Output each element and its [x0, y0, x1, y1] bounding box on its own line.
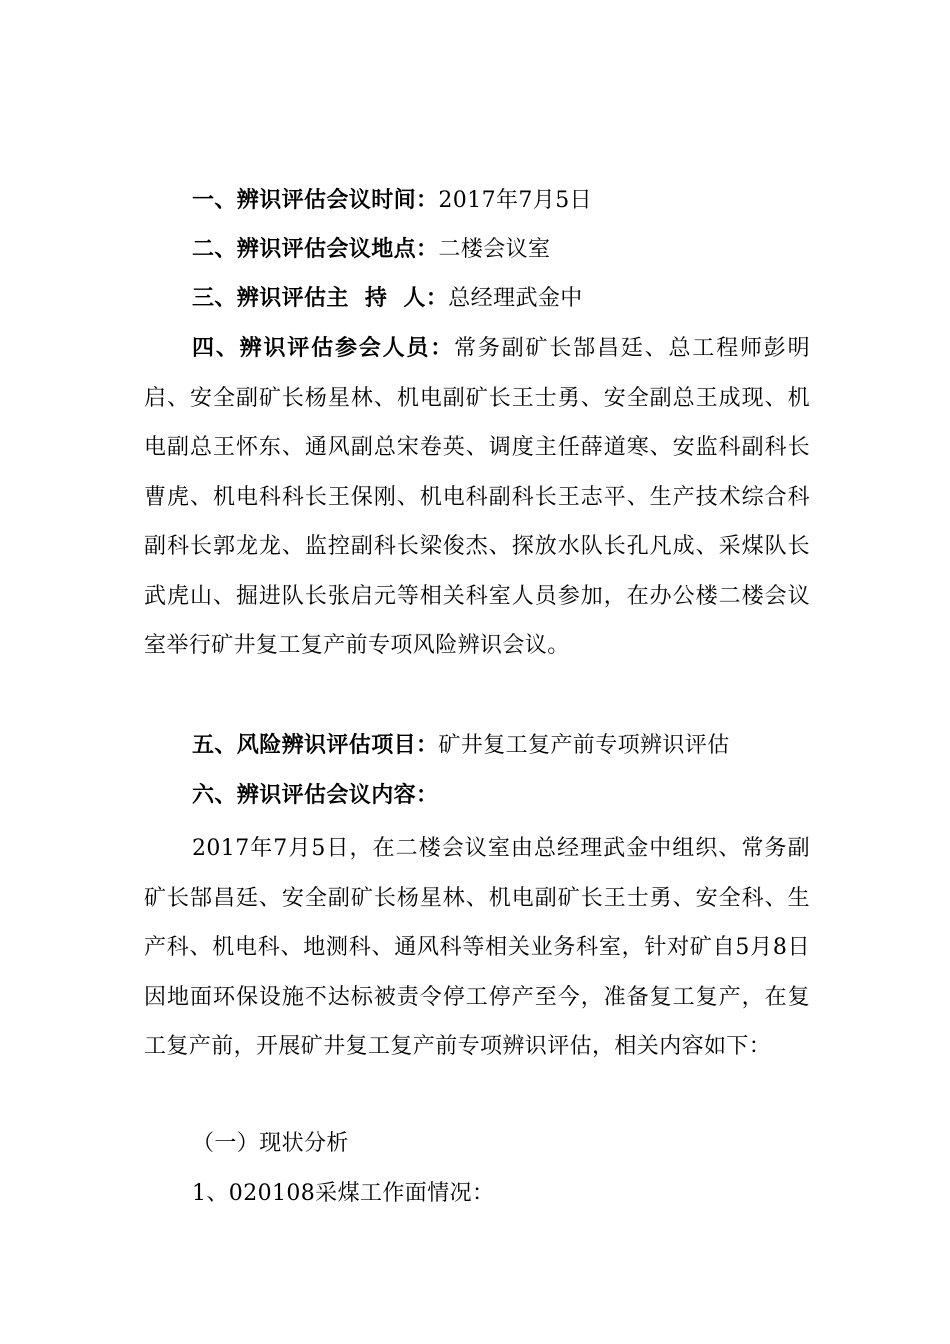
attendees-label: 四、辨识评估参会人员：: [192, 335, 455, 361]
assessment-item-line: [192, 729, 730, 762]
meeting-time-line: [192, 184, 592, 217]
workface-item: 1、020108采煤工作面情况：: [192, 1181, 495, 1206]
meeting-content-paragraph: 2017年7月5日，在二楼会议室由总经理武金中组织、常务副矿长郜昌廷、安全副矿长杨星林、机电副矿长王士勇、安全科、生产科、机电科、地测科、通风科等相关业务科室，针对矿自5月8日因地面环保设施不达标被责令停工停产至今，准备复工复产，在复工复产前，开展矿井复工复产前专项辨识评估，相关内容如下：: [144, 836, 810, 1059]
meeting-host-value: 总经理武金中: [448, 286, 583, 311]
meeting-host-line: [192, 282, 583, 315]
meeting-content-heading: [192, 779, 438, 812]
meeting-location-label: 二、辨识评估会议地点：: [192, 236, 439, 262]
status-analysis-subheading: （一）现状分析: [192, 1131, 349, 1156]
meeting-location-line: [192, 233, 550, 266]
meeting-time-value: 2017年7月5日: [438, 188, 592, 213]
meeting-location-value: 二楼会议室: [438, 237, 551, 262]
meeting-host-label: 三、辨识评估主 持 人：: [192, 285, 449, 311]
assessment-item-value: 矿井复工复产前专项辨识评估: [438, 733, 730, 758]
meeting-content-label: 六、辨识评估会议内容：: [192, 782, 439, 808]
meeting-time-label: 一、辨识评估会议时间：: [192, 187, 439, 213]
assessment-item-label: 五、风险辨识评估项目：: [192, 732, 439, 758]
attendees-paragraph: [144, 324, 810, 671]
attendees-value: 常务副矿长郜昌廷、总工程师彭明启、安全副矿长杨星林、机电副矿长王士勇、安全副总王成现、机电副总王怀东、通风副总宋卷英、调度主任薛道寒、安监科副科长曹虎、机电科科长王保刚、机电科副科长王志平、生产技术综合科副科长郭龙龙、监控副科长梁俊杰、探放水队长孔凡成、采煤队长武虎山、掘进队长张启元等相关科室人员参加，在办公楼二楼会议室举行矿井复工复产前专项风险辨识会议。: [144, 336, 810, 658]
